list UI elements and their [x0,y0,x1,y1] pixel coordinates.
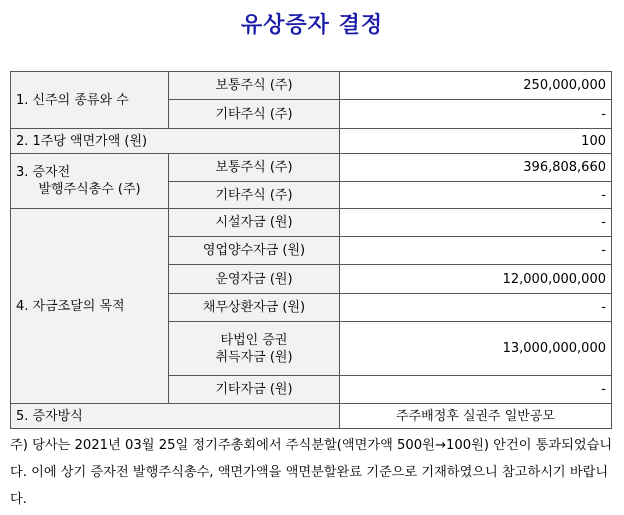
row-value: - [340,376,612,404]
section-label-line: 3. 증자전 [16,165,71,180]
row-label-line: 취득자금 (원) [215,349,293,365]
row-label: 보통주식 (주) [169,72,340,100]
row-value: - [340,209,612,237]
section-label-line: 발행주식총수 (주) [38,182,141,197]
row-label: 영업양수자금 (원) [169,237,340,265]
table-row [11,154,612,182]
row-value: 13,000,000,000 [340,322,612,376]
disclosure-table [10,71,612,429]
row-value: 100 [340,129,612,154]
row-value: 396,808,660 [340,154,612,182]
row-label: 기타주식 (주) [169,100,340,129]
page-title: 유상증자 결정 [240,13,384,38]
section-label-shares-before [11,154,169,209]
table-row [11,404,612,429]
row-label-line: 타법인 증권 [220,332,288,348]
footnote: 주) 당사는 2021년 03월 25일 정기주총회에서 주식분할(액면가액 500원→100원) 안건이 통과되었습니다. 이에 상기 증자전 발행주식총수, 액면가액을 액면분할완료 기준으로 기재하였으니 참고하시기 바랍니다. [10,438,613,507]
section-label-fund-purpose: 4. 자금조달의 목적 [11,209,169,404]
row-value: - [340,294,612,322]
section-label-par-value: 2. 1주당 액면가액 (원) [11,129,340,154]
table-row [11,209,612,237]
table-row [11,72,612,100]
row-label [169,322,340,376]
row-label: 채무상환자금 (원) [169,294,340,322]
row-value: 12,000,000,000 [340,265,612,294]
row-value: - [340,100,612,129]
row-label: 운영자금 (원) [169,265,340,294]
section-label-share-type: 1. 신주의 종류와 수 [11,72,169,129]
section-label-issue-method: 5. 증자방식 [11,404,340,429]
row-value: 주주배정후 실권주 일반공모 [340,404,612,429]
row-label: 기타자금 (원) [169,376,340,404]
row-label: 시설자금 (원) [169,209,340,237]
table-row [11,129,612,154]
row-label: 기타주식 (주) [169,182,340,209]
row-value: - [340,237,612,265]
row-label: 보통주식 (주) [169,154,340,182]
row-value: - [340,182,612,209]
row-value: 250,000,000 [340,72,612,100]
